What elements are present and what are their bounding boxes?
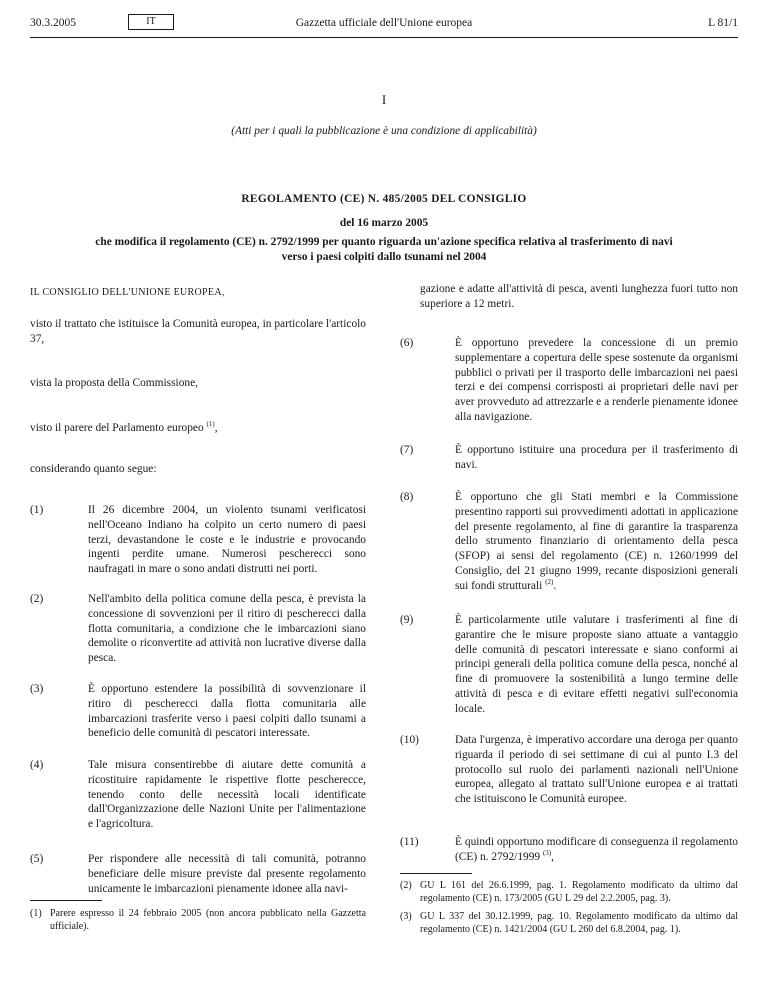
preamble-proposal: vista la proposta della Commissione, <box>30 377 198 389</box>
preamble-parliament: visto il parere del Parlamento europeo $^{(1)}$, <box>30 420 218 434</box>
header-date: 30.3.2005 <box>30 17 76 29</box>
recital-text: È opportuno istituire una procedura per il trasferimento di navi. <box>455 444 738 471</box>
section-subtitle: (Atti per i quali la pubblicazione è una condizione di applicabilità) <box>231 125 537 137</box>
regulation-date: del 16 marzo 2005 <box>339 217 429 229</box>
recital-number: (9) <box>400 614 414 626</box>
journal-title: Gazzetta ufficiale dell'Unione europea <box>295 17 473 29</box>
footnote-rule <box>30 900 102 901</box>
regulation-title: REGOLAMENTO (CE) N. 485/2005 DEL CONSIGLIO <box>241 193 527 205</box>
recital-5-continuation: gazione e adatte all'attività di pesca, aventi lunghezza fuori tutto non superiore a 12 metri. <box>420 283 738 310</box>
recital-text: È opportuno che gli Stati membri e la Commissione presentino rapporti sui provvedimenti adottati in applicazione del presente regolamento, al fine di garantire la trasparenza dello strumento finanziario di orientamento della pesca (SFOP) ai sensi del regolamento (CE) n. 1260/1999 del Consiglio, del 21 giugno 1999, recante disposizioni generali sui fondi strutturali <box>455 491 738 592</box>
recital-text: È particolarmente utile valutare i trasferimenti al fine di garantire che le misure proposte siano attuate a vantaggio delle comunità di pescatori interessate e siano conformi ai principi generali della politica comune della pesca, nonché al fine di promuovere la sostenibilità a lungo termine delle attività di pesca e di evitare effetti negativi sull'economia locale. <box>455 614 738 715</box>
recital-number: (3) <box>30 683 44 695</box>
recital-number: (6) <box>400 337 414 349</box>
recital-text: Tale misura consentirebbe di aiutare dette comunità a ricostituire rapidamente le rispettive flotte pescherecce, tenendo conto delle necessità locali identificate dall'Organizzazione delle Nazioni Unite per l'alimentazione e l'agricoltura. <box>88 759 366 831</box>
footnote-mark: (2) <box>400 880 412 891</box>
recital-text: Nell'ambito della politica comune della pesca, è prevista la concessione di sovvenzioni per il ritiro di pescherecci dalla flotta comunitaria, a condizione che le imbarcazioni siano demolite o riconvertite ad attività non lucrative diverse dalla pesca. <box>88 593 366 665</box>
page-number: L 81/1 <box>708 17 738 29</box>
header-rule <box>30 37 738 38</box>
recital-number: (11) <box>400 836 419 848</box>
recital-text: È opportuno prevedere la concessione di un premio supplementare a copertura delle spese sostenute da organismi pubblici o privati per il trasporto delle imbarcazioni nei paesi terzi e dei compensi corrisposti ai proprietari delle navi per aver provveduto ad attrezzarle e a renderle pienamente idonee alla navigazione. <box>455 337 738 424</box>
footnote-mark: (3) <box>400 911 412 922</box>
regulation-subject: che modifica il regolamento (CE) n. 2792/1999 per quanto riguarda un'azione specifica relativa al trasferimento di navi verso i paesi colpiti dallo tsunami nel 2004 <box>95 236 673 263</box>
language-badge: IT <box>128 14 174 30</box>
recital-number: (2) <box>30 593 44 605</box>
recital-text: Il 26 dicembre 2004, un violento tsunami verificatosi nell'Oceano Indiano ha colpito un certo numero di paesi terzi, devastandone le coste e le industrie e provocando ingenti perdite umane. Numerosi pescherecci sono naufragati in mare o sono andati distrutti nei porti. <box>88 504 366 576</box>
recital-number: (4) <box>30 759 44 771</box>
recital-number: (1) <box>30 504 44 516</box>
recital-number: (5) <box>30 853 44 865</box>
footnote-text: GU L 161 del 26.6.1999, pag. 1. Regolamento modificato da ultimo dal regolamento (CE) n. 173/2005 (GU L 29 del 2.2.2005, pag. 3). <box>420 880 738 904</box>
preamble-council: IL CONSIGLIO DELL'UNIONE EUROPEA, <box>30 287 225 298</box>
preamble-treaty: visto il trattato che istituisce la Comunità europea, in particolare l'articolo 37, <box>30 318 366 345</box>
footnote-ref-3[interactable]: (3) <box>542 849 552 858</box>
recital-text: È opportuno estendere la possibilità di sovvenzionare il ritiro di pescherecci dalla flotta comunitaria alle imbarcazioni trasferite verso i paesi colpiti dallo tsunami a beneficio delle comunità di pescatori interessate. <box>88 683 366 740</box>
recital-text: È quindi opportuno modificare di conseguenza il regolamento (CE) n. 2792/1999 <box>455 836 738 863</box>
preamble-considering: considerando quanto segue: <box>30 463 157 475</box>
footnote-ref-1[interactable]: (1) <box>206 420 215 429</box>
recital-number: (10) <box>400 734 419 746</box>
footnote-text: GU L 337 del 30.12.1999, pag. 10. Regolamento modificato da ultimo dal regolamento (CE) n. 1421/2004 (GU L 260 del 6.8.2004, pag. 1). <box>420 911 738 935</box>
recital-text: Data l'urgenza, è imperativo accordare una deroga per quanto riguarda il periodo di sei settimane di cui al punto I.3 del protocollo sul ruolo dei parlamenti nazionali nell'Unione europea, allegato al trattato sull'Unione europea e ai trattati che istituiscono le Comunità europee. <box>455 734 738 806</box>
footnote-rule <box>400 873 472 874</box>
recital-number: (7) <box>400 444 414 456</box>
recital-number: (8) <box>400 491 414 503</box>
footnote-text: Parere espresso il 24 febbraio 2005 (non ancora pubblicato nella Gazzetta ufficiale). <box>50 908 366 932</box>
section-roman: I <box>381 92 387 107</box>
recital-text: Per rispondere alle necessità di tali comunità, potranno beneficiare delle misure previste dal presente regolamento unicamente le imbarcazioni pienamente idonee alla navi- <box>88 853 366 895</box>
footnote-ref-2[interactable]: (2) <box>545 578 554 587</box>
footnote-mark: (1) <box>30 908 42 919</box>
